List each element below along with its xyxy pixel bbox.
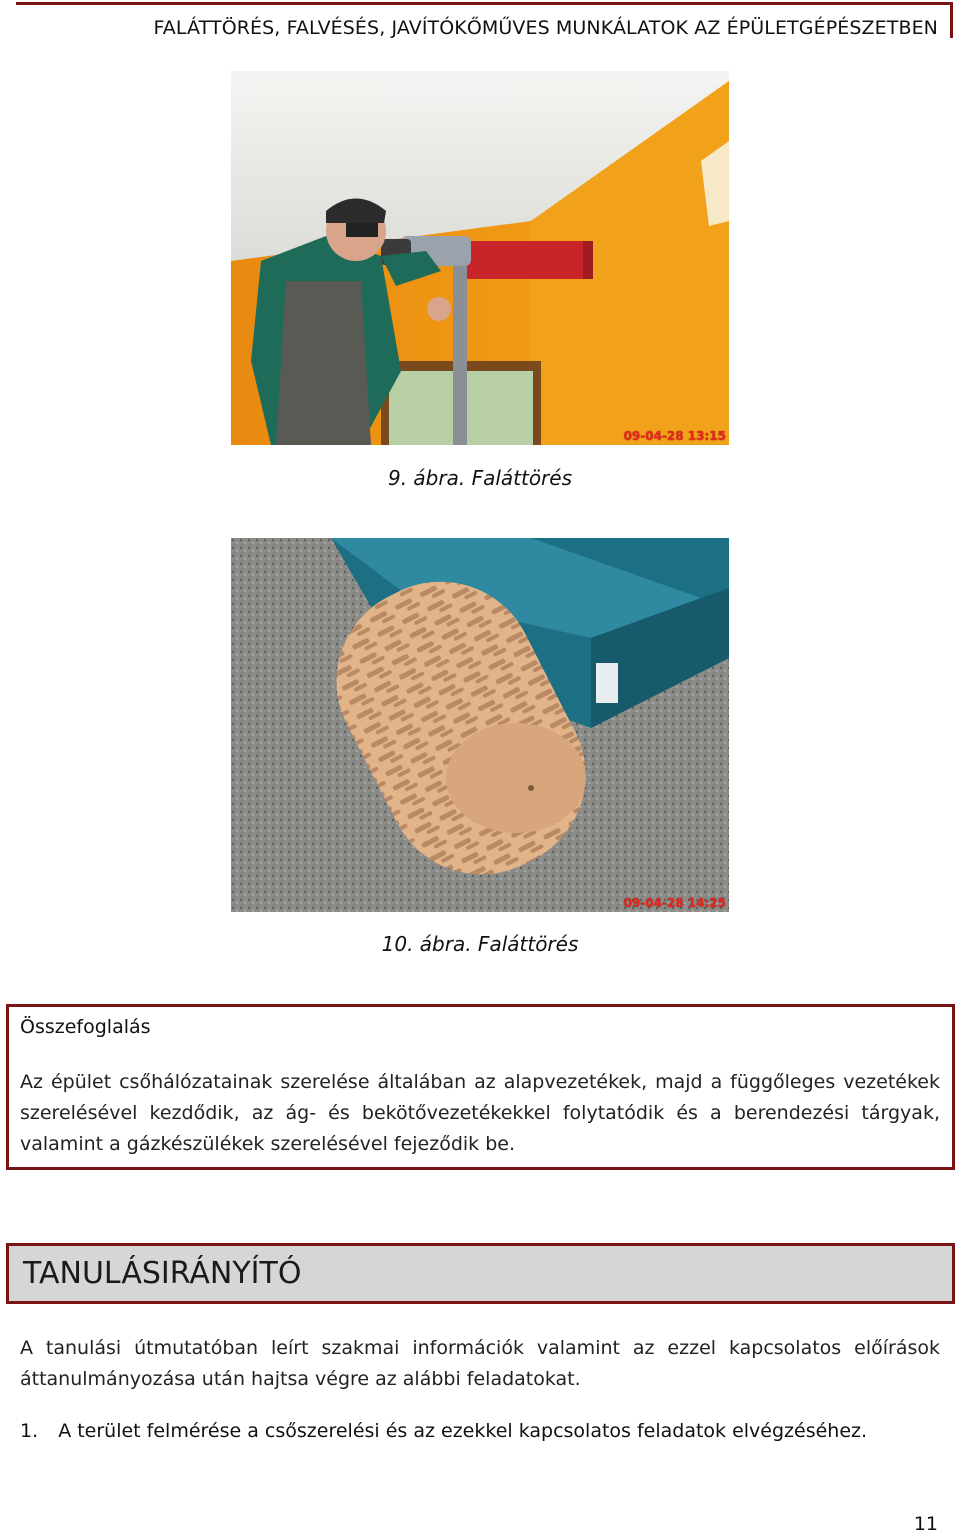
page-number: 11: [913, 1513, 938, 1535]
guide-title: TANULÁSIRÁNYÍTÓ: [23, 1256, 302, 1291]
list-item-text: A terület felmérése a csőszerelési és az ezekkel kapcsolatos feladatok elvégzéséhez.: [58, 1420, 868, 1442]
list-item-number: 1.: [20, 1420, 39, 1442]
summary-title: Összefoglalás: [20, 1016, 151, 1038]
figure-10-caption: 10. ábra. Faláttörés: [381, 932, 579, 956]
figure-10-photo: [231, 538, 729, 912]
guide-text: A tanulási útmutatóban leírt szakmai információk valamint az ezzel kapcsolatos előírások áttanulmányozása után hajtsa végre az alábbi feladatokat.: [20, 1337, 940, 1390]
page-header: [16, 2, 953, 38]
photo-timestamp: 09-04-28 13:15: [623, 429, 726, 443]
summary-text: Az épület csőhálózatainak szerelése általában az alapvezetékek, majd a függőleges vezetékek szerelésével kezdődik, az ág- és bekötővezetékekkel folytatódik és a berendezési tárgyak, valamint a gázkészülékek szerelésével fejeződik be.: [20, 1071, 940, 1155]
list-item: [20, 1420, 867, 1442]
figure-9-photo: [231, 71, 729, 445]
guide-header-box: [6, 1243, 955, 1304]
header-title: FALÁTTÖRÉS, FALVÉSÉS, JAVÍTÓKŐMŰVES MUNKÁLATOK AZ ÉPÜLETGÉPÉSZETBEN: [153, 17, 938, 39]
photo-timestamp: 09-04-28 14:25: [623, 896, 726, 910]
figure-9-caption: 9. ábra. Faláttörés: [387, 466, 573, 490]
